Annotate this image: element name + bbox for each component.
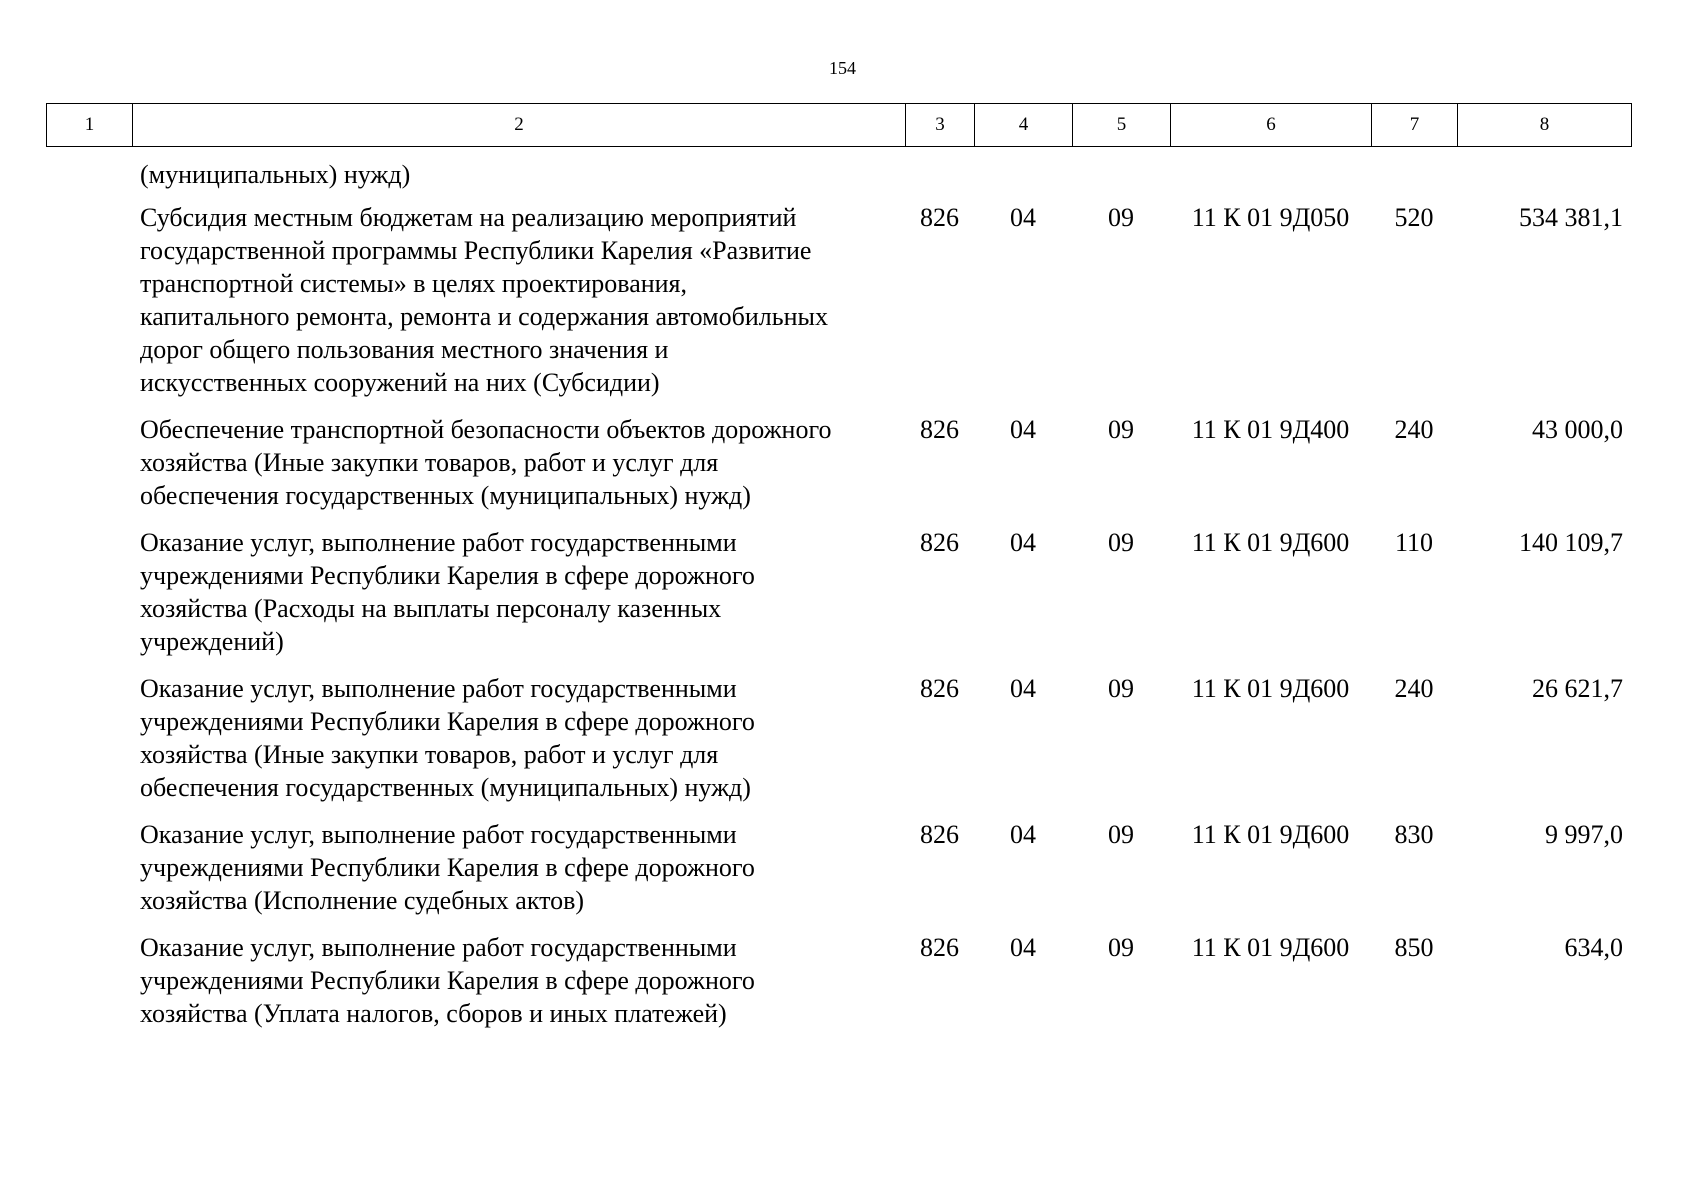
row-grbs: 826: [920, 674, 959, 703]
row-vr: 850: [1394, 933, 1434, 962]
page-number: 154: [829, 58, 856, 78]
row-pr: 09: [1108, 415, 1134, 444]
row-name: Обеспечение транспортной безопасности объектов дорожного хозяйства (Иные закупки товаров, работ и услуг для обеспечения государственных (муниципальных) нужд): [140, 415, 832, 510]
header-col-4: 4: [975, 104, 1073, 147]
continuation-row: [46, 158, 1631, 191]
row-grbs: 826: [920, 820, 959, 849]
row-rz: 04: [1010, 528, 1036, 557]
header-col-6: 6: [1171, 104, 1372, 147]
row-rz: 04: [1010, 415, 1036, 444]
column-number-header: [46, 103, 1632, 147]
row-pr: 09: [1108, 528, 1134, 557]
header-col-3: 3: [906, 104, 975, 147]
row-vr: 830: [1394, 820, 1434, 849]
row-pr: 09: [1108, 933, 1134, 962]
row-sum: 534 381,1: [1519, 203, 1623, 232]
row-csr: 11 К 01 9Д400: [1191, 415, 1350, 444]
table-row: [46, 526, 1631, 658]
row-rz: 04: [1010, 820, 1036, 849]
row-pr: 09: [1108, 203, 1134, 232]
row-sum: 634,0: [1564, 933, 1623, 962]
row-name: Оказание услуг, выполнение работ государственными учреждениями Республики Карелия в сфере дорожного хозяйства (Иные закупки товаров, работ и услуг для обеспечения государственных (муниципальных) нужд): [140, 674, 755, 802]
row-sum: 9 997,0: [1545, 820, 1623, 849]
row-name: Субсидия местным бюджетам на реализацию мероприятий государственной программы Республики Карелия «Развитие транспортной системы» в целях проектирования, капитального ремонта, ремонта и содержания автомобильных дорог общего пользования местного значения и искусственных сооружений на них (Субсидии): [140, 203, 828, 397]
row-grbs: 826: [920, 933, 959, 962]
header-col-5: 5: [1073, 104, 1171, 147]
header-col-2: 2: [133, 104, 906, 147]
table-row: [46, 931, 1631, 1030]
row-sum: 43 000,0: [1532, 415, 1623, 444]
row-csr: 11 К 01 9Д600: [1191, 674, 1350, 703]
row-csr: 11 К 01 9Д600: [1191, 820, 1350, 849]
row-vr: 520: [1394, 203, 1434, 232]
row-name: Оказание услуг, выполнение работ государственными учреждениями Республики Карелия в сфере дорожного хозяйства (Исполнение судебных актов): [140, 820, 755, 915]
row-pr: 09: [1108, 674, 1134, 703]
row-sum: 26 621,7: [1532, 674, 1623, 703]
continuation-text: (муниципальных) нужд): [140, 160, 411, 189]
header-col-8: 8: [1458, 104, 1632, 147]
table-body: [46, 158, 1631, 1044]
row-grbs: 826: [920, 415, 959, 444]
row-vr: 240: [1394, 674, 1434, 703]
row-grbs: 826: [920, 203, 959, 232]
row-sum: 140 109,7: [1519, 528, 1623, 557]
header-col-7: 7: [1372, 104, 1458, 147]
row-name: Оказание услуг, выполнение работ государственными учреждениями Республики Карелия в сфере дорожного хозяйства (Расходы на выплаты персоналу казенных учреждений): [140, 528, 755, 656]
row-name: Оказание услуг, выполнение работ государственными учреждениями Республики Карелия в сфере дорожного хозяйства (Уплата налогов, сборов и иных платежей): [140, 933, 755, 1028]
row-vr: 110: [1394, 528, 1434, 557]
row-grbs: 826: [920, 528, 959, 557]
row-csr: 11 К 01 9Д600: [1191, 933, 1350, 962]
row-rz: 04: [1010, 203, 1036, 232]
table-row: [46, 818, 1631, 917]
table-row: [46, 413, 1631, 512]
row-pr: 09: [1108, 820, 1134, 849]
table-row: [46, 672, 1631, 804]
row-vr: 240: [1394, 415, 1434, 444]
header-col-1: 1: [47, 104, 133, 147]
row-rz: 04: [1010, 674, 1036, 703]
row-csr: 11 К 01 9Д600: [1191, 528, 1350, 557]
table-row: [46, 201, 1631, 399]
row-csr: 11 К 01 9Д050: [1191, 203, 1350, 232]
row-rz: 04: [1010, 933, 1036, 962]
